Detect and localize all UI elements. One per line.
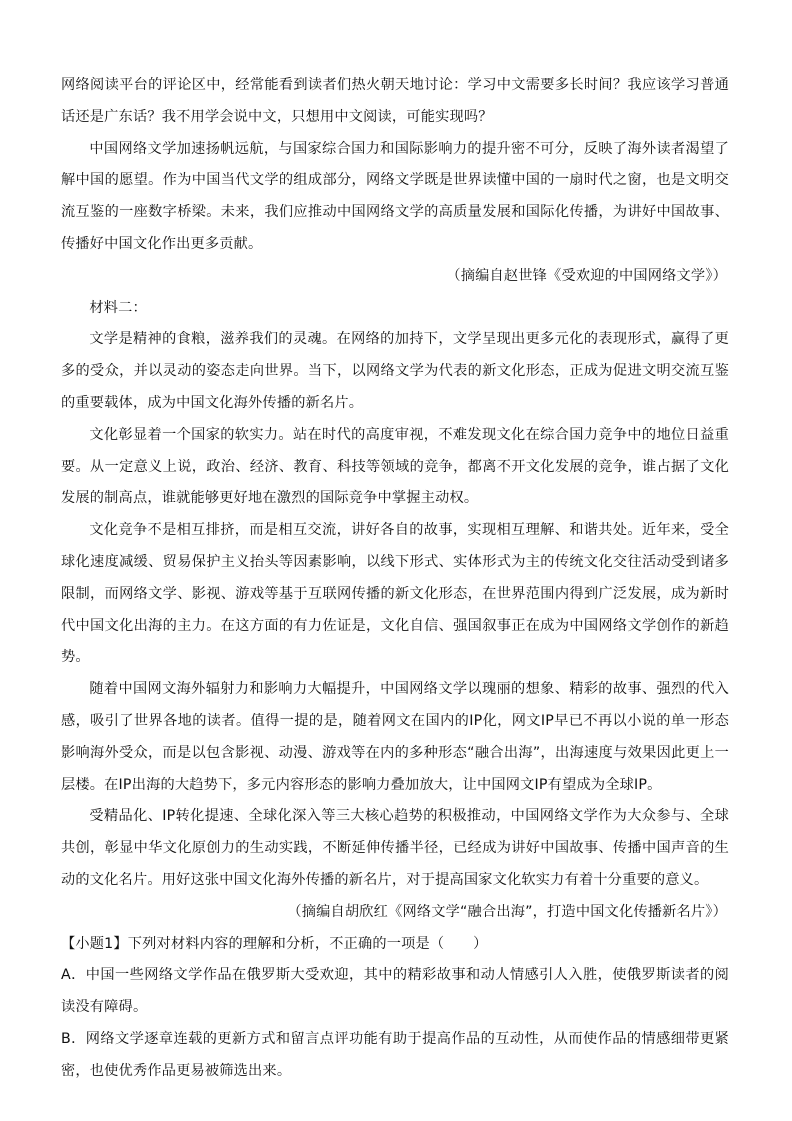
option-b: B．网络文学逐章连载的更新方式和留言点评功能有助于提高作品的互动性，从而使作品的情感细带更紧密，也使优秀作品更易被筛选出来。 — [61, 1030, 729, 1079]
paragraph-m2-1: 文学是精神的食粮，滋养我们的灵魂。在网络的加持下，文学呈现出更多元化的表现形式，赢得了更多的受众，并以灵动的姿态走向世界。当下，以网络文学为代表的新文化形态，正成为促进文明交流互鉴的重要载体，成为中国文化海外传播的新名片。 — [61, 331, 729, 411]
paragraph-m1-1: 网络阅读平台的评论区中，经常能看到读者们热火朝天地讨论：学习中文需要多长时间？我应该学习普通话还是广东话？我不用学会说中文，只想用中文阅读，可能实现吗？ — [61, 77, 729, 125]
option-a: A．中国一些网络文学作品在俄罗斯大受欢迎，其中的精彩故事和动人情感引人入胜，使俄罗斯读者的阅读没有障碍。 — [61, 967, 729, 1016]
question-stem: 【小题1】下列对材料内容的理解和分析，不正确的一项是（ ） — [61, 935, 488, 952]
paragraph-m2-2: 文化彰显着一个国家的软实力。站在时代的高度审视，不难发现文化在综合国力竞争中的地位日益重要。从一定意义上说，政治、经济、教育、科技等领域的竞争，都离不开文化发展的竞争，谁占据了文化发展的制高点，谁就能够更好地在激烈的国际竞争中掌握主动权。 — [61, 426, 729, 507]
paragraph-m2-3: 文化竞争不是相互排挤，而是相互交流，讲好各自的故事，实现相互理解、和谐共处。近年来，受全球化速度减缓、贸易保护主义抬头等因素影响，以线下形式、实体形式为主的传统文化交往活动受到诸多限制，而网络文学、影视、游戏等基于互联网传播的新文化形态，在世界范围内得到广泛发展，成为新时代中国文化出海的主力。在这方面的有力佐证是，文化自信、强国叙事正在成为中国网络文学创作的新趋势。 — [61, 522, 729, 666]
paragraph-m2-5: 受精品化、IP转化提速、全球化深入等三大核心趋势的积极推动，中国网络文学作为大众参与、全球共创，彰显中华文化原创力的生动实践，不断延伸传播半径，已经成为讲好中国故事、传播中国声音的生动的文化名片。用好这张中国文化海外传播的新名片，对于提高国家文化软实力有着十分重要的意义。 — [61, 808, 729, 888]
paragraph-m2-4: 随着中国网文海外辐射力和影响力大幅提升，中国网络文学以瑰丽的想象、精彩的故事、强烈的代入感，吸引了世界各地的读者。值得一提的是，随着网文在国内的IP化，网文IP早已不再以小说的单一形态影响海外受众，而是以包含影视、动漫、游戏等在内的多种形态“融合出海”，出海速度与效果因此更上一层楼。在IP出海的大趋势下，多元内容形态的影响力叠加放大，让中国网文IP有望成为全球IP。 — [61, 681, 729, 793]
material-2-label: 材料二： — [89, 299, 147, 316]
source-citation-2: （摘编自胡欣红《网络文学“融合出海”，打造中国文化传播新名片》） — [287, 903, 727, 920]
paragraph-m1-2: 中国网络文学加速扬帆远航，与国家综合国力和国际影响力的提升密不可分，反映了海外读者渴望了解中国的愿望。作为中国当代文学的组成部分，网络文学既是世界读懂中国的一扇时代之窗，也是文明交流互鉴的一座数字桥梁。未来，我们应推动中国网络文学的高质量发展和国际化传播，为讲好中国故事、传播好中国文化作出更多贡献。 — [61, 140, 729, 252]
document-page — [61, 70, 729, 1088]
source-citation-1: （摘编自赵世锋《受欢迎的中国网络文学》） — [446, 267, 727, 284]
